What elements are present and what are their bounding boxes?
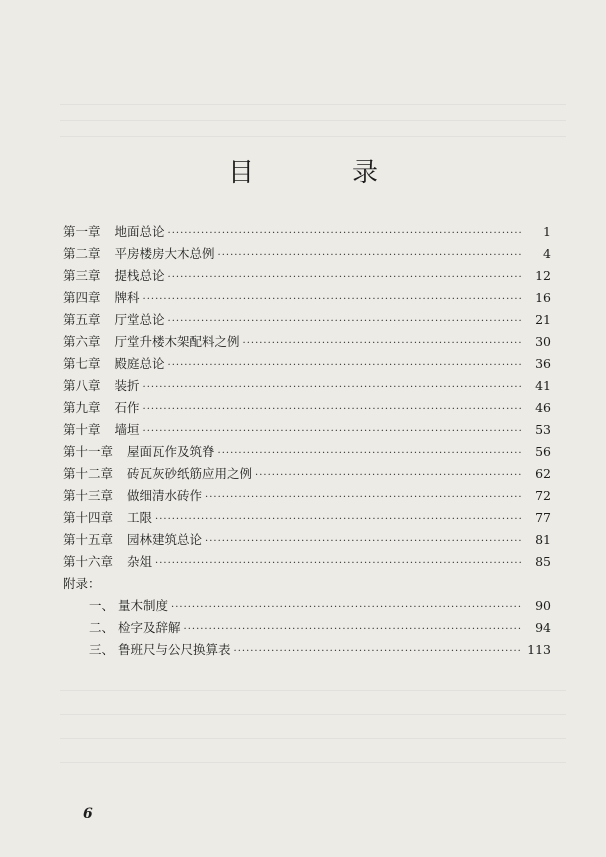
toc-entry[interactable]	[63, 442, 551, 464]
dot-leader	[205, 492, 522, 503]
dot-leader	[143, 294, 522, 305]
dot-leader	[255, 470, 522, 481]
page-ref: 12	[535, 268, 551, 283]
bleed-through-line	[60, 104, 566, 105]
bleed-through-line	[60, 120, 566, 121]
chapter-title: 殿庭总论	[114, 356, 165, 371]
page-ref: 81	[535, 532, 551, 547]
chapter-title: 砖瓦灰砂纸筋应用之例	[127, 466, 253, 481]
bleed-through-line	[60, 762, 566, 763]
page-ref: 85	[535, 554, 551, 569]
chapter-number: 第五章	[63, 312, 101, 327]
chapter-number: 第十章	[63, 422, 101, 437]
chapter-number: 第四章	[63, 290, 101, 305]
chapter-title: 石作	[114, 400, 140, 415]
toc-entry[interactable]	[63, 596, 551, 618]
appendix-title: 检字及辞解	[118, 620, 181, 635]
toc-entry[interactable]	[63, 420, 551, 442]
chapter-number: 第七章	[63, 356, 101, 371]
dot-leader	[218, 250, 522, 261]
page-ref: 113	[527, 642, 551, 657]
dot-leader	[184, 624, 522, 635]
chapter-number: 第十四章	[63, 510, 114, 525]
chapter-number: 第九章	[63, 400, 101, 415]
page-ref: 62	[535, 466, 551, 481]
dot-leader	[143, 382, 522, 393]
page-title: 目 录	[227, 158, 414, 188]
dot-leader	[243, 338, 522, 349]
chapter-title: 平房楼房大木总例	[114, 246, 215, 261]
chapter-title: 做细清水砖作	[127, 488, 203, 503]
page-ref: 41	[535, 378, 551, 393]
toc-entry[interactable]	[63, 640, 551, 662]
page-ref: 53	[535, 422, 551, 437]
chapter-number: 第六章	[63, 334, 101, 349]
dot-leader	[168, 228, 522, 239]
chapter-title: 工限	[127, 510, 153, 525]
toc-entry[interactable]	[63, 552, 551, 574]
dot-leader	[168, 360, 522, 371]
chapter-number: 第二章	[63, 246, 101, 261]
bleed-through-line	[60, 136, 566, 137]
chapter-title: 园林建筑总论	[127, 532, 203, 547]
page-ref: 4	[543, 246, 551, 261]
chapter-title: 厅堂总论	[114, 312, 165, 327]
chapter-title: 提栈总论	[114, 268, 165, 283]
toc-entry[interactable]	[63, 354, 551, 376]
appendix-number: 三、	[89, 642, 115, 657]
dot-leader	[171, 602, 522, 613]
chapter-number: 第一章	[63, 224, 101, 239]
page-ref: 72	[535, 488, 551, 503]
page-ref: 56	[535, 444, 551, 459]
bleed-through-line	[60, 714, 566, 715]
page-ref: 90	[535, 598, 551, 613]
toc-entry[interactable]	[63, 332, 551, 354]
toc-entry[interactable]	[63, 508, 551, 530]
chapter-number: 第十一章	[63, 444, 114, 459]
dot-leader	[168, 272, 522, 283]
toc-entry[interactable]	[63, 244, 551, 266]
dot-leader	[155, 558, 522, 569]
appendix-number: 二、	[89, 620, 115, 635]
chapter-number: 第三章	[63, 268, 101, 283]
toc-entry[interactable]	[63, 266, 551, 288]
chapter-title: 墙垣	[114, 422, 140, 437]
page-number: 6	[83, 806, 93, 822]
appendix-number: 一、	[89, 598, 115, 613]
chapter-title: 地面总论	[114, 224, 165, 239]
dot-leader	[143, 404, 522, 415]
chapter-number: 第十六章	[63, 554, 114, 569]
toc-entry[interactable]	[63, 222, 551, 244]
page-ref: 1	[543, 224, 551, 239]
page-ref: 30	[535, 334, 551, 349]
toc-entry[interactable]	[63, 530, 551, 552]
chapter-number: 第十五章	[63, 532, 114, 547]
bleed-through-line	[60, 690, 566, 691]
chapter-number: 第十二章	[63, 466, 114, 481]
appendix-title: 鲁班尺与公尺换算表	[118, 642, 231, 657]
dot-leader	[143, 426, 522, 437]
page-ref: 94	[535, 620, 551, 635]
chapter-number: 第八章	[63, 378, 101, 393]
appendix-title: 量木制度	[118, 598, 169, 613]
chapter-title: 屋面瓦作及筑脊	[127, 444, 215, 459]
toc-entry[interactable]	[63, 288, 551, 310]
dot-leader	[234, 646, 522, 657]
appendix-heading: 附录：	[63, 576, 101, 591]
toc-entry[interactable]	[63, 618, 551, 640]
dot-leader	[218, 448, 522, 459]
page-ref: 16	[535, 290, 551, 305]
dot-leader	[205, 536, 522, 547]
table-of-contents	[63, 222, 551, 662]
chapter-title: 装折	[114, 378, 140, 393]
chapter-title: 牌科	[114, 290, 140, 305]
toc-entry[interactable]	[63, 464, 551, 486]
toc-entry[interactable]	[63, 376, 551, 398]
page-ref: 77	[535, 510, 551, 525]
dot-leader	[155, 514, 522, 525]
chapter-title: 厅堂升楼木架配料之例	[114, 334, 240, 349]
page-ref: 21	[535, 312, 551, 327]
chapter-title: 杂俎	[127, 554, 153, 569]
page-ref: 36	[535, 356, 551, 371]
toc-entry[interactable]	[63, 486, 551, 508]
bleed-through-line	[60, 738, 566, 739]
toc-entry[interactable]	[63, 310, 551, 332]
page-ref: 46	[535, 400, 551, 415]
dot-leader	[168, 316, 522, 327]
chapter-number: 第十三章	[63, 488, 114, 503]
toc-entry[interactable]	[63, 398, 551, 420]
